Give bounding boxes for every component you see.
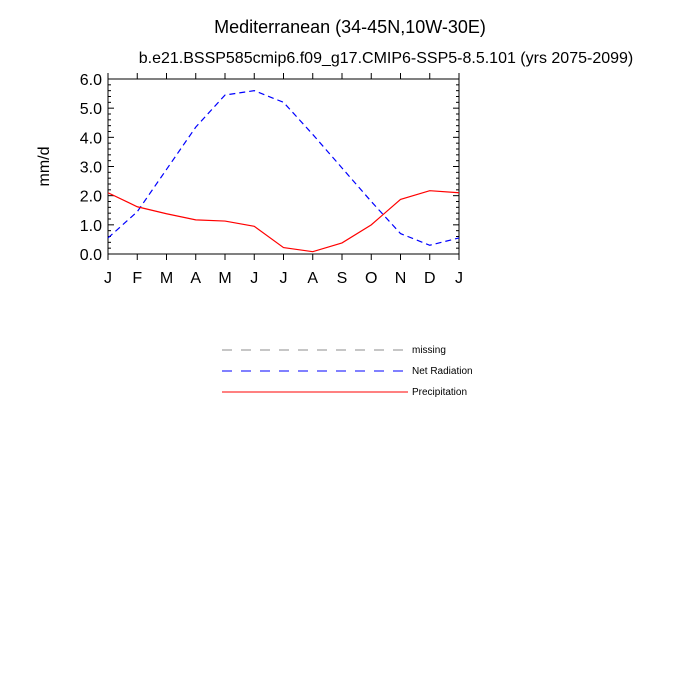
x-tick-label: A (307, 270, 319, 287)
chart-title: Mediterranean (34-45N,10W-30E) (214, 17, 486, 37)
x-tick-label: F (132, 270, 143, 287)
y-tick-label: 4.0 (79, 130, 102, 148)
series-line-net-radiation (108, 91, 459, 246)
x-tick-label: S (336, 270, 348, 287)
y-axis-label: mm/d (36, 146, 53, 187)
y-tick-label: 0.0 (79, 247, 102, 264)
x-tick-label: J (104, 270, 112, 287)
x-tick-label: A (190, 270, 202, 287)
y-tick-label: 1.0 (79, 217, 102, 235)
series-line-precipitation (108, 191, 459, 252)
chart-subtitle: b.e21.BSSP585cmip6.f09_g17.CMIP6-SSP5-8.5.101 (yrs 2075-2099) (138, 50, 634, 67)
x-tick-label: M (218, 270, 232, 287)
legend-label-missing: missing (412, 345, 446, 356)
y-tick-label: 3.0 (79, 159, 102, 177)
x-tick-label: J (455, 270, 463, 287)
legend-label-precipitation: Precipitation (412, 387, 468, 398)
x-tick-label: N (394, 270, 407, 287)
x-tick-label: D (423, 270, 436, 287)
y-tick-label: 5.0 (79, 101, 102, 119)
x-tick-label: J (279, 270, 288, 287)
x-tick-label: M (159, 270, 174, 287)
legend-label-net-radiation: Net Radiation (412, 366, 473, 377)
y-tick-label: 6.0 (79, 72, 102, 89)
plot-frame (108, 79, 459, 254)
y-tick-label: 2.0 (79, 188, 102, 206)
x-tick-label: J (250, 270, 259, 287)
x-tick-label: O (365, 270, 378, 287)
